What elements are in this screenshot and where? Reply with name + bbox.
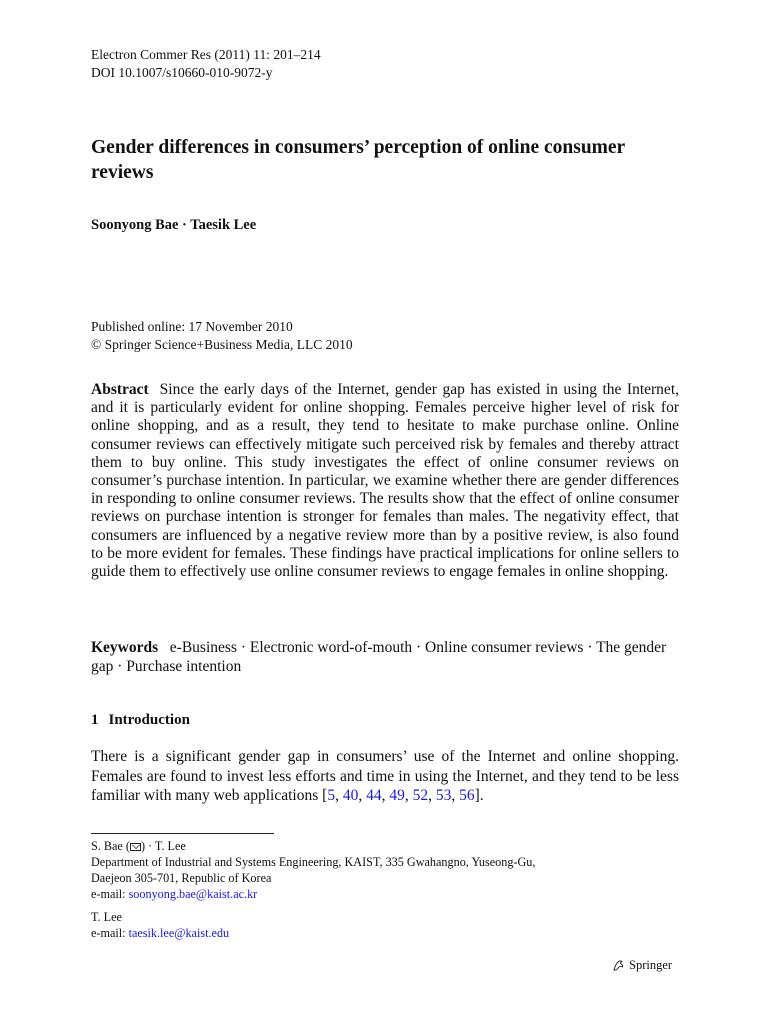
abstract-label: Abstract: [91, 381, 149, 398]
citation-link-40[interactable]: 40: [342, 787, 359, 804]
citation-separator: ,: [335, 787, 343, 804]
section-title: Introduction: [108, 712, 190, 728]
doi: DOI 10.1007/s10660-010-9072-y: [91, 65, 273, 80]
publisher-mark: [612, 958, 672, 973]
footnote-rule: [91, 833, 274, 834]
section-heading: [91, 712, 190, 729]
affiliation-line-2: Daejeon 305-701, Republic of Korea: [91, 871, 272, 885]
footnote-authors: [91, 838, 679, 854]
email-line-2: [91, 925, 679, 941]
citation-separator: ,: [451, 787, 460, 804]
citation-link-52[interactable]: 52: [412, 787, 429, 804]
published-online: Published online: 17 November 2010: [91, 319, 293, 334]
citation-list: [327, 787, 474, 804]
citation-separator: ,: [358, 787, 367, 804]
intro-text: There is a significant gender gap in consumers’ use of the Internet and online shopping. Females are found to invest less efforts and time in using the Internet, and they tend to be less familiar with many web applications [: [91, 748, 679, 804]
email-label: e-mail:: [91, 926, 129, 940]
email-line-1: [91, 886, 679, 902]
publication-info: [91, 318, 353, 354]
abstract-text: Since the early days of the Internet, gender gap has existed in using the Internet, and it is particularly evident for online shopping. Females perceive higher level of risk for online shopping, and as a result, they tend to hesitate to make purchase online. Online consumer reviews can effectively mitigate such perceived risk by females and thereby attract them to buy online. This study investigates the effect of online consumer reviews on consumer’s purchase intention. In particular, we examine whether there are gender differences in responding to online consumer reviews. The results show that the effect of online consumer reviews on purchase intention is stronger for females than males. The negativity effect, that consumers are influenced by a negative review more than by a positive review, is also found to be more evident for females. These findings have practical implications for online sellers to guide them to effectively use online consumer reviews to engage females in online shopping.: [91, 381, 679, 581]
second-author: T. Lee: [91, 910, 122, 924]
springer-horse-icon: [612, 959, 625, 972]
copyright-notice: © Springer Science+Business Media, LLC 2010: [91, 337, 353, 352]
intro-paragraph: [91, 747, 679, 806]
envelope-icon: [130, 843, 141, 851]
citation-link-5[interactable]: 5: [327, 787, 336, 804]
email-link-bae[interactable]: soonyong.bae@kaist.ac.kr: [128, 887, 258, 901]
footnote-author-suffix: ) · T. Lee: [140, 839, 186, 853]
footnote-author-prefix: S. Bae (: [91, 839, 130, 853]
citation-separator: ,: [404, 787, 413, 804]
section-number: 1: [91, 712, 99, 728]
affiliation-line-1: Department of Industrial and Systems Engineering, KAIST, 335 Gwahangno, Yuseong-Gu,: [91, 855, 536, 869]
citation-separator: ,: [381, 787, 390, 804]
journal-header: [91, 46, 321, 82]
citation-link-53[interactable]: 53: [435, 787, 452, 804]
keywords: [91, 638, 679, 676]
abstract: [91, 381, 679, 581]
keywords-text: e-Business · Electronic word-of-mouth · Online consumer reviews · The gender gap · Purchase intention: [91, 639, 667, 675]
author-list: Soonyong Bae · Taesik Lee: [91, 217, 257, 233]
intro-text-end: ].: [474, 787, 484, 804]
email-link-lee[interactable]: taesik.lee@kaist.edu: [128, 926, 230, 940]
citation-link-49[interactable]: 49: [389, 787, 405, 804]
email-label: e-mail:: [91, 887, 129, 901]
footnote: [91, 838, 679, 941]
journal-citation: Electron Commer Res (2011) 11: 201–214: [91, 47, 321, 62]
paper-title: Gender differences in consumers’ perception of online consumer reviews: [91, 137, 625, 183]
springer-label: Springer: [629, 958, 673, 972]
citation-link-56[interactable]: 56: [459, 787, 475, 804]
citation-link-44[interactable]: 44: [366, 787, 382, 804]
citation-separator: ,: [428, 787, 436, 804]
keywords-label: Keywords: [91, 639, 159, 656]
